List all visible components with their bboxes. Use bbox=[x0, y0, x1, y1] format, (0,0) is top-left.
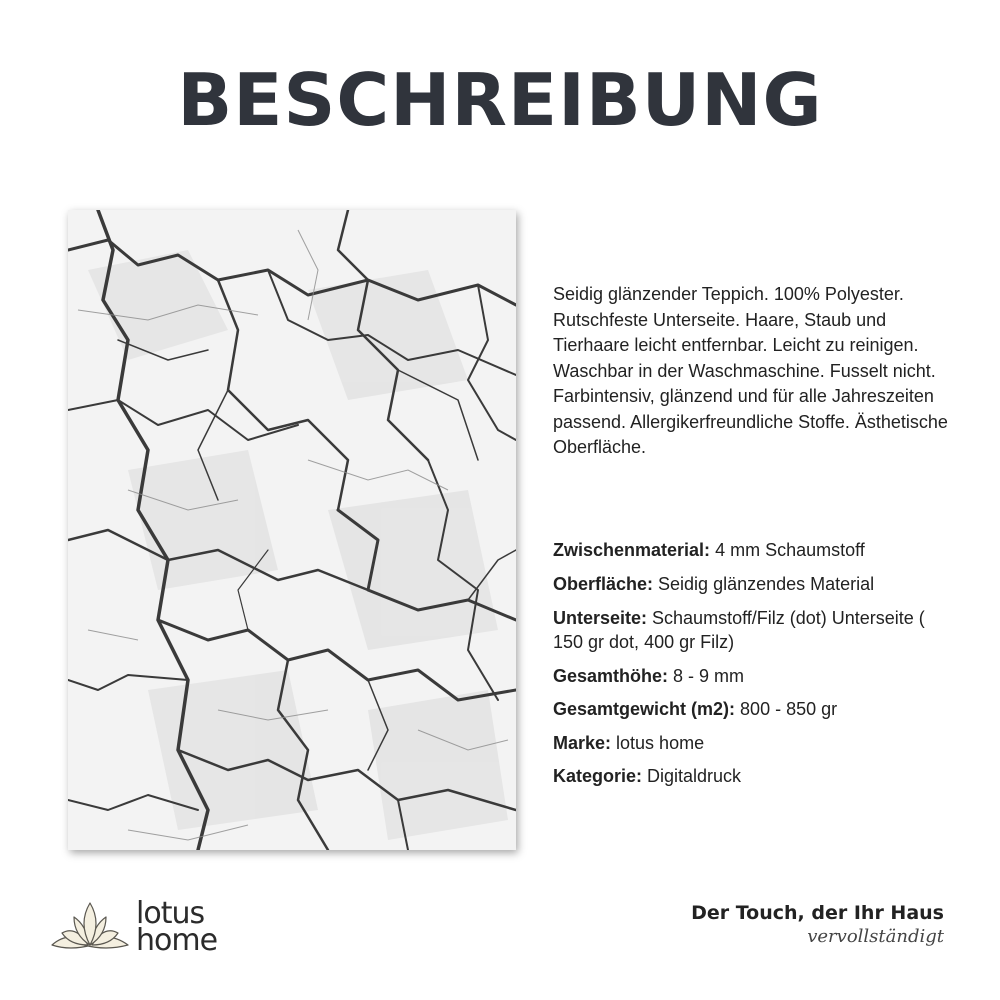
slogan-sub: vervollständigt bbox=[807, 926, 944, 947]
spec-value: Seidig glänzendes Material bbox=[653, 574, 875, 594]
spec-value: Digitaldruck bbox=[642, 766, 742, 786]
spec-label: Kategorie: bbox=[553, 766, 643, 786]
spec-label: Gesamtgewicht (m2): bbox=[553, 699, 736, 719]
marble-rug-image bbox=[68, 210, 516, 850]
brand-line2: home bbox=[136, 923, 218, 958]
spec-gesamtgewicht bbox=[553, 697, 973, 721]
spec-marke bbox=[553, 731, 973, 755]
spec-unterseite bbox=[553, 606, 948, 654]
spec-label: Oberfläche: bbox=[553, 574, 654, 594]
spec-label: Gesamthöhe: bbox=[553, 666, 669, 686]
brand-line1: lotus bbox=[136, 896, 205, 931]
spec-oberflaeche bbox=[553, 572, 973, 596]
product-description: Seidig glänzender Teppich. 100% Polyester. Rutschfeste Unterseite. Haare, Staub und Tierhaare leicht entfernbar. Leicht zu reinigen. Waschbar in der Waschmaschine. Fusselt nicht. Farbintensiv, glänzend und für alle Jahreszeiten passend. Allergikerfreundliche Stoffe. Ästhetische Oberfläche. bbox=[553, 284, 948, 457]
slogan bbox=[691, 902, 944, 947]
spec-label: Unterseite: bbox=[553, 608, 648, 628]
spec-label: Zwischenmaterial: bbox=[553, 540, 711, 560]
spec-kategorie bbox=[553, 764, 973, 788]
brand-wordmark bbox=[136, 896, 218, 958]
spec-zwischenmaterial bbox=[553, 538, 973, 562]
spec-label: Marke: bbox=[553, 733, 612, 753]
slogan-main: Der Touch, der Ihr Haus bbox=[691, 902, 944, 924]
spec-value: 800 - 850 gr bbox=[735, 699, 838, 719]
spec-value: 4 mm Schaumstoff bbox=[710, 540, 865, 560]
page-title: BESCHREIBUNG bbox=[177, 58, 823, 142]
spec-value: 8 - 9 mm bbox=[668, 666, 745, 686]
spec-gesamthoehe bbox=[553, 664, 973, 688]
spec-value: lotus home bbox=[611, 733, 705, 753]
spec-value: Schaumstoff/Filz (dot) Unterseite ( 150 gr dot, 400 gr Filz) bbox=[553, 608, 925, 652]
